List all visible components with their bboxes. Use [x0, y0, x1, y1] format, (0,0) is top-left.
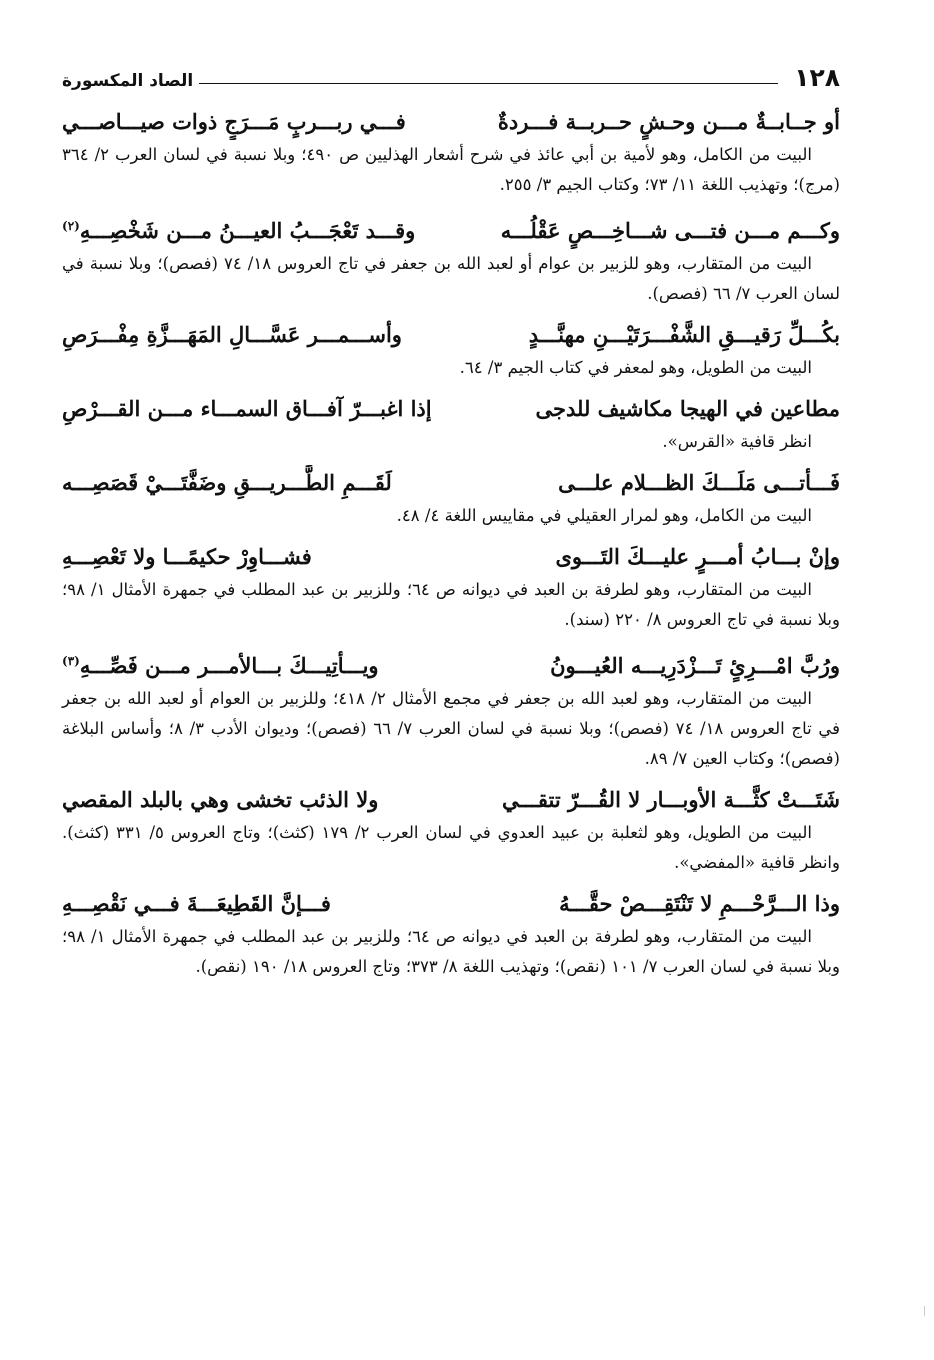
verse-entry	[62, 104, 840, 200]
second-hemistich: ولا الذئب تخشى وهي بالبلد المقصي	[62, 787, 379, 812]
second-hemistich: فـــي ربـــربٍ مَـــرَجٍ ذوات صيـــاصـــي	[62, 109, 406, 134]
verse-line	[62, 391, 840, 427]
page-number: ١٢٨	[794, 63, 840, 92]
first-hemistich: وإنْ بـــابُ أمـــرٍ عليـــكَ التَـــوى	[555, 544, 840, 569]
second-hemistich-wrapper	[62, 391, 432, 427]
source-note: البيت من المتقارب، وهو لطرفة بن العبد في ديوانه ص ٦٤؛ وللزبير بن عبد المطلب في جمهرة الأمثال ١/ ٩٨؛ وبلا نسبة في تاج العروس ٨/ ٢٢٠ (سند).	[62, 580, 840, 629]
first-hemistich: وذا الـــرَّحْـــمِ لا تَنْتَقِـــصْ حقَّـــهُ	[559, 891, 840, 916]
footnote-marker: (٣)	[62, 654, 80, 668]
verse-entry	[62, 782, 840, 878]
first-hemistich: بكُـــلِّ رَقيـــقِ الشَّفْـــرَتَيْـــنِ مهنَّـــدٍ	[528, 322, 840, 347]
page-header	[62, 58, 840, 92]
second-hemistich: فشـــاوِرْ حكيمًـــا ولا تَعْصِـــهِ	[62, 544, 312, 569]
second-hemistich-wrapper	[62, 208, 415, 249]
first-hemistich: أو جــابــةٌ مـــن وحـشٍ حــربــة فـــردةٌ	[497, 109, 840, 134]
source-note: البيت من الكامل، وهو لمرار العقيلي في مقاييس اللغة ٤/ ٤٨.	[396, 506, 812, 525]
verse-line	[62, 104, 840, 140]
verse-line	[62, 539, 840, 575]
source-note: البيت من المتقارب، وهو للزبير بن عوام أو لعبد الله بن جعفر في تاج العروس ١٨/ ٧٤ (فصص)؛ وبلا نسبة في لسان العرب ٧/ ٦٦ (فصص).	[62, 254, 840, 303]
source-note: البيت من الطويل، وهو لثعلبة بن عبيد العدوي في لسان العرب ٢/ ١٧٩ (كثث)؛ وتاج العروس ٥/ ٣٣١ (كثث). وانظر قافية «المفضي».	[62, 823, 840, 872]
first-hemistich: مطاعين في الهيجا مكاشيف للدجى	[535, 396, 840, 421]
verse-line	[62, 886, 840, 922]
verse-entry	[62, 643, 840, 774]
source-note: البيت من المتقارب، وهو لطرفة بن العبد في ديوانه ص ٦٤؛ وللزبير بن عبد المطلب في جمهرة الأمثال ١/ ٩٨؛ وبلا نسبة في لسان العرب ٧/ ١٠١ (نقص)؛ وتهذيب اللغة ٨/ ٣٧٣؛ وتاج العروس ١٨/ ١٩٠ (نقص).	[62, 927, 840, 976]
running-title: الصاد المكسورة	[62, 71, 194, 91]
source-note: البيت من المتقارب، وهو لعبد الله بن جعفر في مجمع الأمثال ٢/ ٤١٨؛ وللزبير بن العوام أو لعبد الله بن جعفر في تاج العروس ١٨/ ٧٤ (فصص)؛ وبلا نسبة في لسان العرب ٧/ ٦٦ (فصص)؛ وديوان الأدب ٣/ ٨؛ وأساس البلاغة (فصص)؛ وكتاب العين ٧/ ٨٩.	[62, 689, 840, 768]
second-hemistich-wrapper	[62, 539, 312, 575]
verse-line	[62, 317, 840, 353]
page-edge-mark	[924, 1306, 933, 1316]
second-hemistich-wrapper	[62, 782, 378, 818]
verse-entry	[62, 539, 840, 635]
verse-entry	[62, 465, 840, 531]
verse-line	[62, 208, 840, 249]
source-note: البيت من الكامل، وهو لأمية بن أبي عائذ في شرح أشعار الهذليين ص ٤٩٠؛ وبلا نسبة في لسان العرب ٢/ ٣٦٤ (مرج)؛ وتهذيب اللغة ١١/ ٧٣؛ وكتاب الجيم ٣/ ٢٥٥.	[62, 145, 840, 194]
verse-entry	[62, 317, 840, 383]
verse-entry	[62, 208, 840, 309]
source-note: البيت من الطويل، وهو لمعفر في كتاب الجيم ٣/ ٦٤.	[459, 358, 812, 377]
first-hemistich: شَتَـــتْ كثَّـــة الأوبـــار لا القُـــرّ تتقـــي	[501, 787, 840, 812]
second-hemistich: وقـــد تَعْجَـــبُ العيـــنُ مـــن شَخْصِـــهِ	[79, 218, 416, 243]
verse-line	[62, 465, 840, 501]
second-hemistich: لَقَـــمِ الطَّـــريـــقِ وضَفَّتَـــيْ قَصَصِـــه	[62, 470, 392, 495]
second-hemistich-wrapper	[62, 886, 331, 922]
second-hemistich-wrapper	[62, 104, 406, 140]
source-note: انظر قافية «القرس».	[662, 432, 812, 451]
second-hemistich: إذا اغبـــرّ آفـــاق السمـــاء مـــن القـــرْصِ	[62, 396, 432, 421]
second-hemistich-wrapper	[62, 317, 402, 353]
second-hemistich: وأســـمـــر عَسَّـــالِ المَهَـــزَّةِ مِفْـــرَصِ	[62, 322, 402, 347]
second-hemistich-wrapper	[62, 643, 379, 684]
verse-entry	[62, 886, 840, 982]
footnote-marker: (٢)	[62, 219, 80, 233]
first-hemistich: وكـــم مـــن فتـــى شـــاخِـــصٍ عَقْلُـــه	[500, 218, 840, 243]
verse-entries	[62, 104, 840, 990]
first-hemistich: ورُبَّ امْـــرِئٍ تَـــزْدَرِيـــه العُيـــونُ	[550, 653, 840, 678]
second-hemistich: فـــإنَّ القَطِيعَـــةَ فـــي نَقْصِـــهِ	[62, 891, 331, 916]
verse-line	[62, 782, 840, 818]
first-hemistich: فَـــأتـــى مَلَـــكَ الظـــلام علـــى	[558, 470, 840, 495]
verse-line	[62, 643, 840, 684]
second-hemistich: ويـــأتِيـــكَ بـــالأمـــر مـــن فَصِّـــهِ	[79, 653, 379, 678]
second-hemistich-wrapper	[62, 465, 392, 501]
header-rule	[199, 83, 778, 84]
verse-entry	[62, 391, 840, 457]
